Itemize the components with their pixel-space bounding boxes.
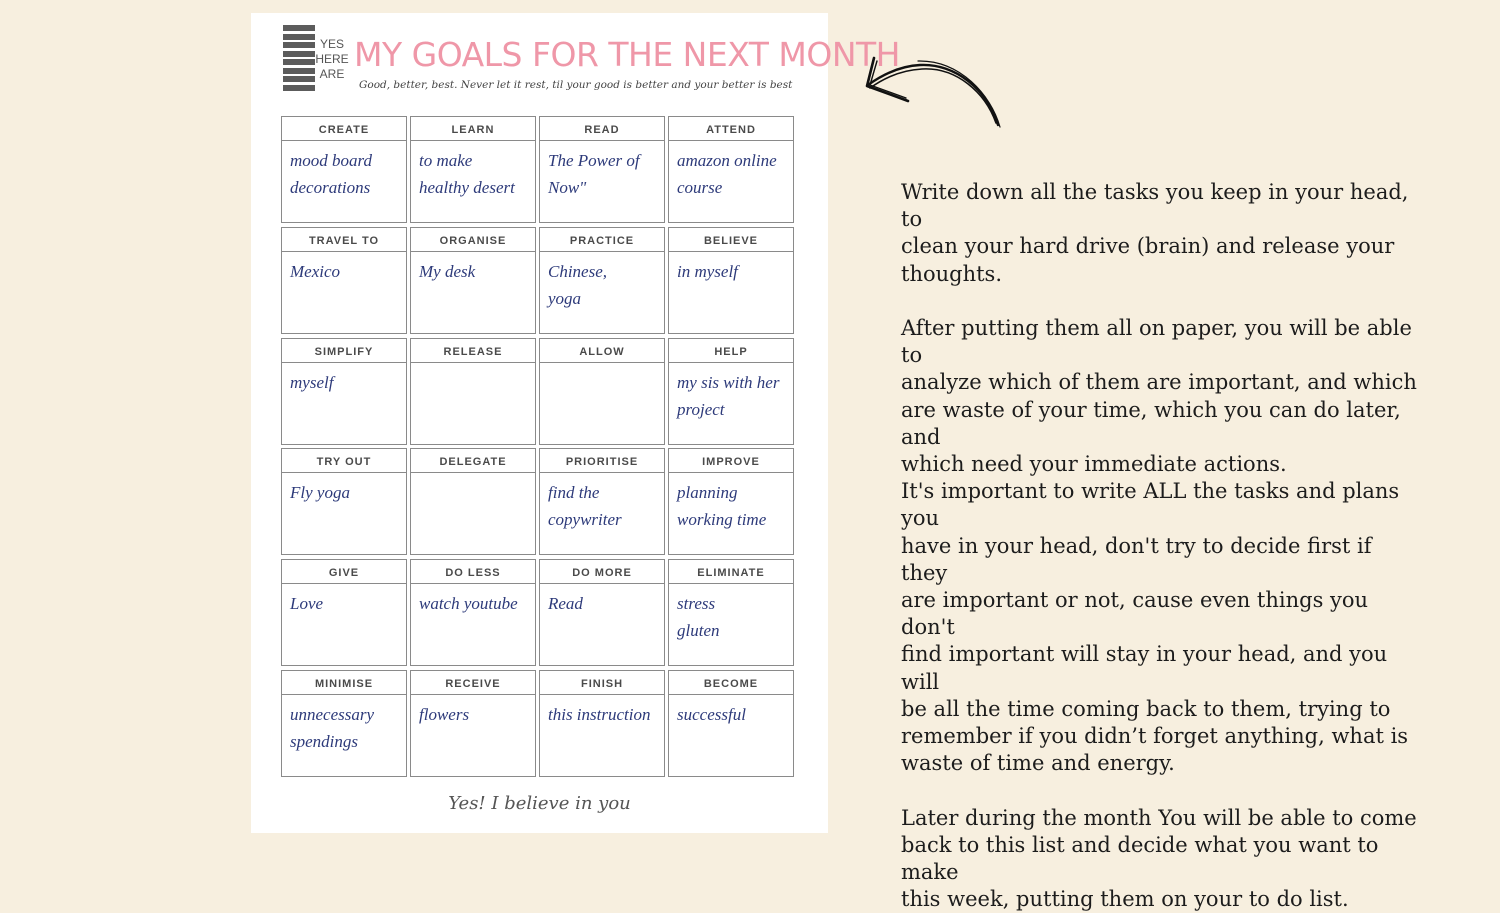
goal-cell-entry: planning working time xyxy=(677,483,767,530)
goal-cell-label: LEARN xyxy=(411,117,535,141)
goal-cell xyxy=(539,116,665,223)
goal-cell xyxy=(539,670,665,777)
goal-cell-entry: this instruction xyxy=(548,704,651,724)
goal-cell-entry xyxy=(540,363,664,369)
instructions-paragraph: It's important to write ALL the tasks and plans you have in your head, don't try to decide first if they are important or not, cause even things you don't find important will stay in your head, and you will be all the time coming back to them, trying to remember if you didn’t forget anything, what is waste of time and energy. xyxy=(901,479,1409,776)
goal-cell-entry: stress gluten xyxy=(677,594,720,641)
goal-cell xyxy=(410,448,536,555)
goal-cell-entry: amazon online course xyxy=(677,151,777,197)
worksheet-title: MY GOALS FOR THE NEXT MONTH xyxy=(354,35,900,74)
goal-cell-label: FINISH xyxy=(540,671,664,695)
goal-cell-label: RECEIVE xyxy=(411,671,535,695)
goal-cell-label: IMPROVE xyxy=(669,449,793,473)
goal-cell-label: HELP xyxy=(669,339,793,363)
goal-cell xyxy=(281,448,407,555)
goal-cell-label: DO LESS xyxy=(411,560,535,584)
goal-cell-entry: find the copywriter xyxy=(548,483,622,530)
goal-cell-label: READ xyxy=(540,117,664,141)
goal-cell-label: BECOME xyxy=(669,671,793,695)
goal-cell-label: PRIORITISE xyxy=(540,449,664,473)
worksheet-subtitle: Good, better, best. Never let it rest, til your good is better and your better is best xyxy=(359,79,793,91)
goal-cell-entry: Read xyxy=(548,594,583,614)
goal-cell xyxy=(539,448,665,555)
goal-cell xyxy=(539,338,665,445)
goal-cell-label: DO MORE xyxy=(540,560,664,584)
goal-cell xyxy=(410,338,536,445)
goal-cell-label: TRAVEL TO xyxy=(282,228,406,252)
goal-cell xyxy=(539,227,665,334)
instructions-text xyxy=(901,179,1421,913)
goal-cell-label: BELIEVE xyxy=(669,228,793,252)
goal-cell-label: SIMPLIFY xyxy=(282,339,406,363)
goal-cell xyxy=(281,338,407,445)
goal-cell-label: ELIMINATE xyxy=(669,560,793,584)
goal-cell-entry: My desk xyxy=(419,261,476,281)
goal-cell-entry: mood board decorations xyxy=(290,151,373,197)
goal-cell-entry: Love xyxy=(290,594,324,614)
goal-cell xyxy=(668,559,794,666)
goal-cell-label: RELEASE xyxy=(411,339,535,363)
goal-cell-entry: in myself xyxy=(677,261,738,281)
curved-arrow-icon xyxy=(860,55,1005,130)
goal-cell xyxy=(410,116,536,223)
prefix-word: YES xyxy=(319,37,344,51)
goal-cell-entry: Chinese, yoga xyxy=(548,261,608,308)
goal-cell xyxy=(668,116,794,223)
goal-cell xyxy=(281,227,407,334)
goal-cell-entry: watch youtube xyxy=(419,594,518,614)
goal-cell xyxy=(281,116,407,223)
instructions-paragraph: Write down all the tasks you keep in your head, to clean your hard drive (brain) and release your thoughts. xyxy=(901,180,1409,286)
goal-cell-label: TRY OUT xyxy=(282,449,406,473)
goal-cell-label: ATTEND xyxy=(669,117,793,141)
goal-cell-label: GIVE xyxy=(282,560,406,584)
goal-cell xyxy=(281,559,407,666)
goal-cell-label: ALLOW xyxy=(540,339,664,363)
prefix-word: ARE xyxy=(319,67,345,81)
goal-cell-entry: unnecessary spendings xyxy=(290,704,375,751)
instructions-paragraph: After putting them all on paper, you will be able to analyze which of them are important, and which are waste of your time, which you can do later, and which need your immediate actions. xyxy=(901,316,1417,477)
prefix-word: HERE xyxy=(315,52,349,66)
goal-cell-label: MINIMISE xyxy=(282,671,406,695)
goal-cell xyxy=(410,227,536,334)
goal-cell-label: ORGANISE xyxy=(411,228,535,252)
goal-cell-entry: to make healthy desert xyxy=(419,151,515,197)
goal-cell-entry: Mexico xyxy=(290,261,341,281)
goal-cell xyxy=(668,338,794,445)
goal-cell-entry xyxy=(411,363,535,369)
goal-cell xyxy=(410,670,536,777)
instructions-paragraph: Later during the month You will be able to come back to this list and decide what you want to make this week, putting them on your to do list. xyxy=(901,805,1417,912)
goal-cell xyxy=(410,559,536,666)
goals-grid xyxy=(281,116,795,777)
goal-cell-entry: flowers xyxy=(419,704,470,724)
goal-cell xyxy=(668,670,794,777)
goal-cell-label: CREATE xyxy=(282,117,406,141)
goal-cell-label: DELEGATE xyxy=(411,449,535,473)
goal-cell xyxy=(281,670,407,777)
goal-cell xyxy=(539,559,665,666)
yes-here-are xyxy=(315,37,349,82)
goal-cell-entry xyxy=(411,473,535,479)
goal-cell-label: PRACTICE xyxy=(540,228,664,252)
goals-worksheet xyxy=(251,13,900,833)
goal-cell-entry: myself xyxy=(290,372,334,392)
goal-cell-entry: Fly yoga xyxy=(290,483,350,503)
footer-slogan: Yes! I believe in you xyxy=(448,793,631,814)
goal-cell-entry: successful xyxy=(677,704,746,724)
stripes-decoration xyxy=(283,25,315,93)
goal-cell xyxy=(668,227,794,334)
goal-cell-entry: my sis with her project xyxy=(677,372,780,419)
goal-cell-entry: The Power of Now" xyxy=(548,151,640,197)
goal-cell xyxy=(668,448,794,555)
